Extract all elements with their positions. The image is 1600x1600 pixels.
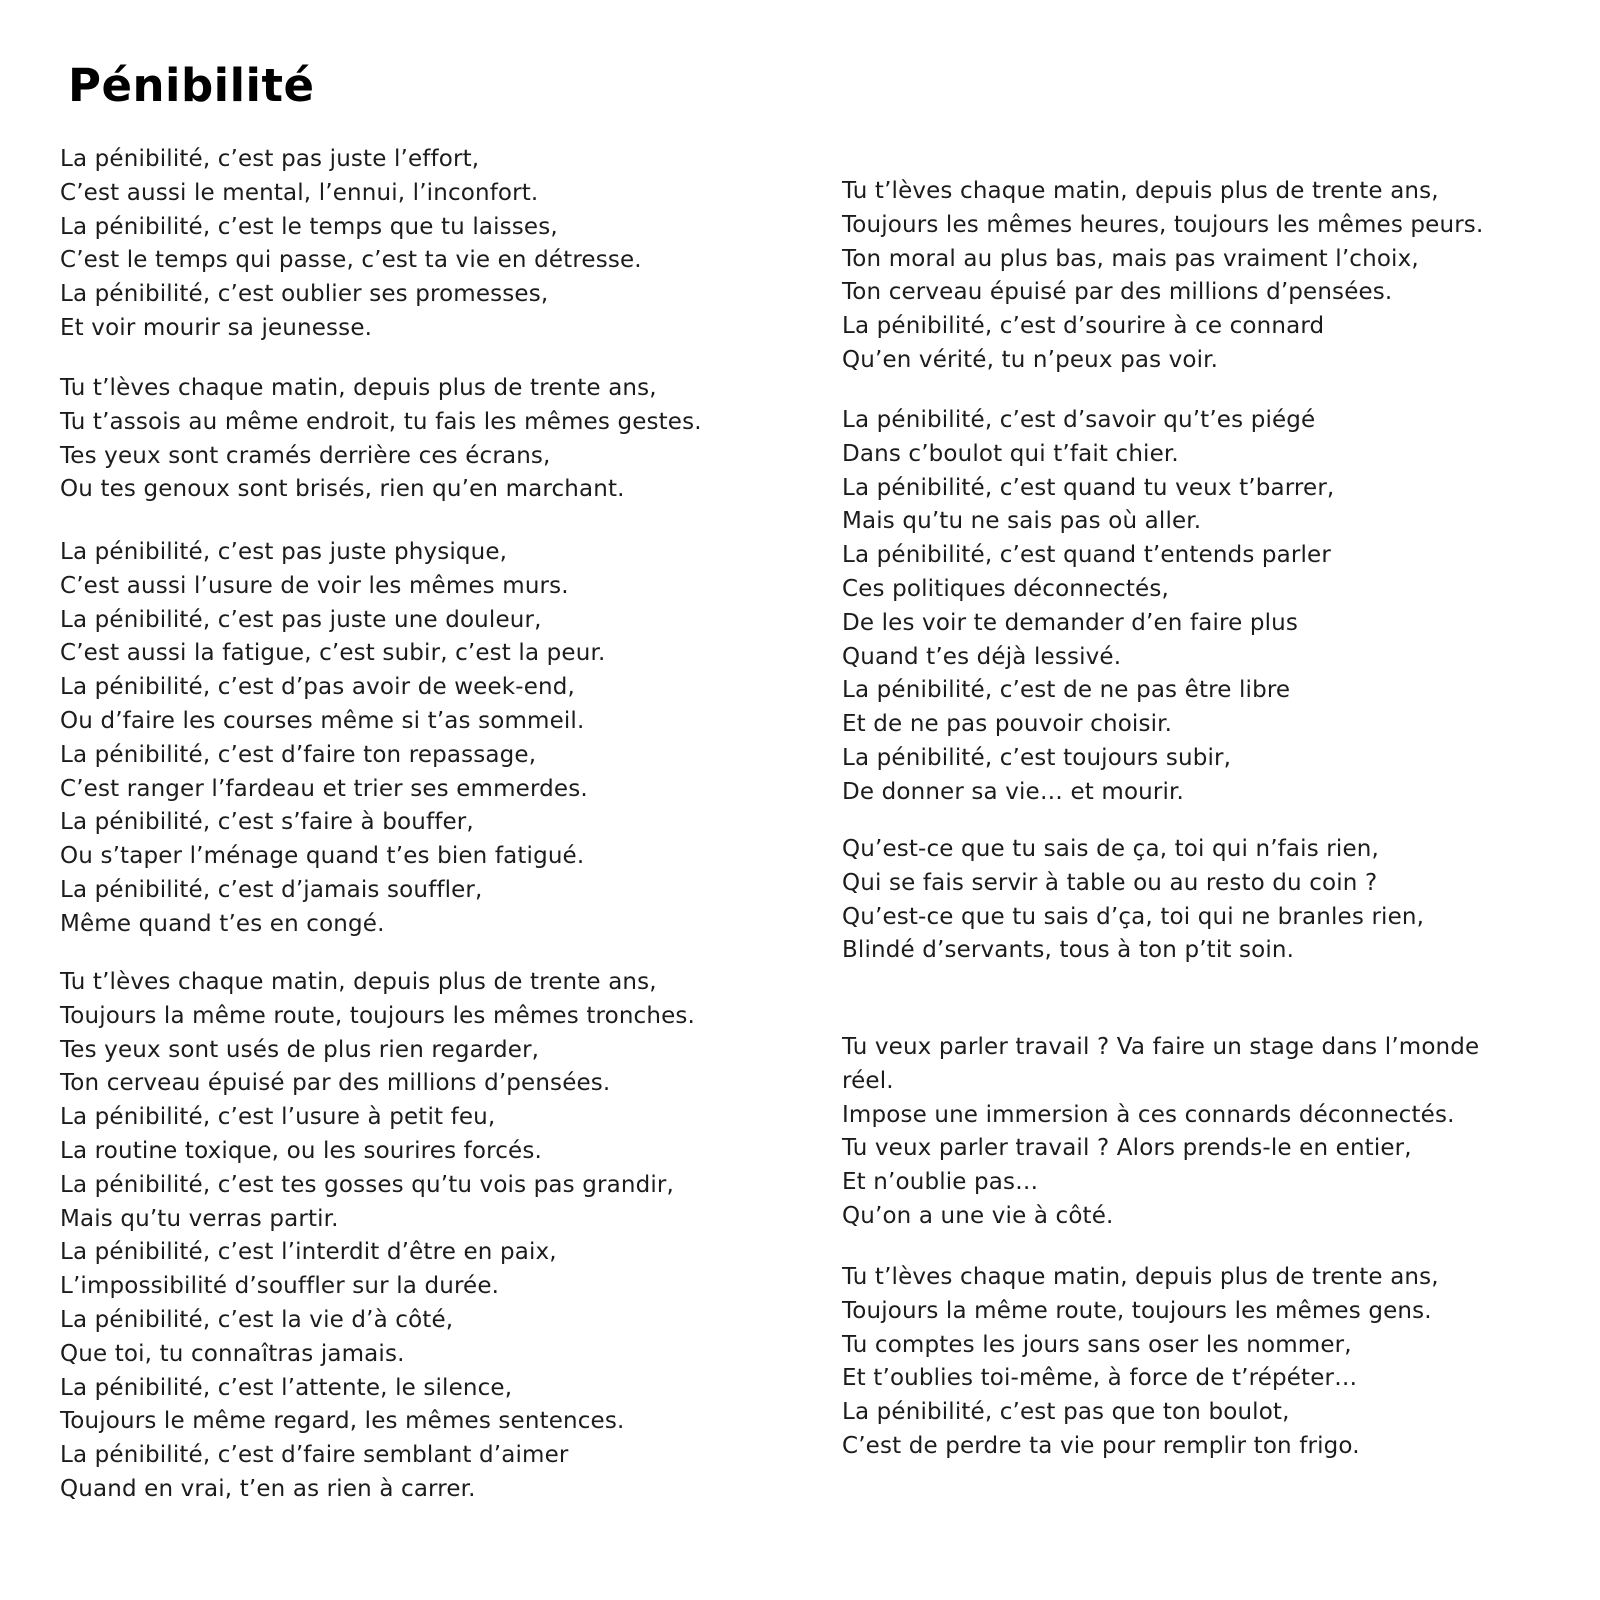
poem-line: Même quand t’es en congé. [60,910,385,937]
poem-line: La pénibilité, c’est quand t’entends parler [842,542,1331,569]
stanza [60,372,702,507]
poem-line: Qui se fais servir à table ou au resto du coin ? [842,869,1378,896]
poem-line: Tu veux parler travail ? Alors prends-le en entier, [842,1135,1412,1162]
poem-line: La pénibilité, c’est d’sourire à ce connard [842,313,1325,340]
poem-line: Tu comptes les jours sans oser les nommer, [842,1331,1352,1358]
poem-line: La pénibilité, c’est pas que ton boulot, [842,1399,1290,1426]
poem-line: La pénibilité, c’est s’faire à bouffer, [60,809,474,836]
poem-line: De les voir te demander d’en faire plus [842,609,1299,636]
poem-line: Toujours les mêmes heures, toujours les mêmes peurs. [842,211,1484,238]
poem-line: La pénibilité, c’est d’jamais souffler, [60,876,483,903]
poem-line: Toujours la même route, toujours les mêmes tronches. [60,1002,695,1029]
poem-line: Blindé d’servants, tous à ton p’tit soin. [842,937,1295,964]
poem-line: Qu’en vérité, tu n’peux pas voir. [842,346,1219,373]
poem-line: C’est de perdre ta vie pour remplir ton frigo. [842,1432,1360,1459]
stanza [60,536,605,942]
poem-line: L’impossibilité d’souffler sur la durée. [60,1273,500,1300]
poem-line: Quand en vrai, t’en as rien à carrer. [60,1475,476,1502]
poem-line: La pénibilité, c’est toujours subir, [842,744,1232,771]
poem-line: C’est le temps qui passe, c’est ta vie en détresse. [60,247,642,274]
poem-line: C’est aussi le mental, l’ennui, l’inconfort. [60,179,539,206]
poem-line: Ton cerveau épuisé par des millions d’pensées. [60,1070,611,1097]
poem-line: La pénibilité, c’est l’usure à petit feu, [60,1104,496,1131]
poem-line: Ton moral au plus bas, mais pas vraiment l’choix, [842,245,1419,272]
poem-line: La pénibilité, c’est quand tu veux t’barrer, [842,474,1335,501]
poem-line: La pénibilité, c’est l’interdit d’être en paix, [60,1239,557,1266]
poem-line: La routine toxique, ou les sourires forcés. [60,1137,542,1164]
poem-line: De donner sa vie… et mourir. [842,778,1185,805]
poem-line: Ou tes genoux sont brisés, rien qu’en marchant. [60,476,625,503]
page-title: Pénibilité [68,59,315,112]
stanza [60,966,695,1507]
poem-line: Tu veux parler travail ? Va faire un stage dans l’monde réel. [842,1034,1480,1094]
poem-line: Tu t’lèves chaque matin, depuis plus de trente ans, [60,375,657,401]
poem-line: Ou s’taper l’ménage quand t’es bien fatigué. [60,843,585,870]
poem-line: Et voir mourir sa jeunesse. [60,314,373,341]
stanza [60,143,642,346]
poem-line: Dans c’boulot qui t’fait chier. [842,440,1179,467]
poem-line: Ton cerveau épuisé par des millions d’pensées. [842,279,1393,306]
poem-line: La pénibilité, c’est d’faire ton repassage, [60,741,537,768]
poem-line: Que toi, tu connaîtras jamais. [60,1340,405,1367]
poem-line: Tu t’assois au même endroit, tu fais les mêmes gestes. [60,408,702,435]
poem-line: Tes yeux sont cramés derrière ces écrans, [60,442,551,469]
poem-line: Tu t’lèves chaque matin, depuis plus de trente ans, [842,1264,1439,1290]
poem-line: La pénibilité, c’est le temps que tu laisses, [60,213,558,240]
poem-line: Tu t’lèves chaque matin, depuis plus de trente ans, [842,178,1439,204]
poem-line: Toujours le même regard, les mêmes sentences. [60,1408,625,1435]
poem-line: Et n’oublie pas… [842,1169,1039,1196]
poem-line: La pénibilité, c’est d’pas avoir de week-end, [60,674,575,701]
poem-line: La pénibilité, c’est d’faire semblant d’aimer [60,1442,569,1469]
stanza [842,1031,1532,1234]
poem-line: La pénibilité, c’est pas juste l’effort, [60,146,480,172]
stanza [842,1261,1439,1464]
poem-line: Mais qu’tu verras partir. [60,1205,339,1232]
poem-line: Qu’est-ce que tu sais de ça, toi qui n’fais rien, [842,836,1379,862]
poem-line: C’est aussi l’usure de voir les mêmes murs. [60,572,569,599]
poem-line: Ou d’faire les courses même si t’as sommeil. [60,707,585,734]
poem-line: C’est ranger l’fardeau et trier ses emmerdes. [60,775,588,802]
poem-line: La pénibilité, c’est la vie d’à côté, [60,1306,454,1333]
poem-line: La pénibilité, c’est l’attente, le silence, [60,1374,513,1401]
poem-line: Et t’oublies toi-même, à force de t’répéter… [842,1365,1358,1392]
poem-line: Qu’on a une vie à côté. [842,1202,1114,1229]
poem-line: La pénibilité, c’est oublier ses promesses, [60,281,549,308]
poem-line: La pénibilité, c’est pas juste une douleur, [60,606,542,633]
poem-line: Mais qu’tu ne sais pas où aller. [842,508,1202,535]
poem-line: La pénibilité, c’est d’savoir qu’t’es piégé [842,407,1316,433]
poem-line: Toujours la même route, toujours les mêmes gens. [842,1297,1432,1324]
stanza [842,833,1424,968]
poem-line: La pénibilité, c’est tes gosses qu’tu vois pas grandir, [60,1171,674,1198]
poem-line: Quand t’es déjà lessivé. [842,643,1122,670]
poem-line: La pénibilité, c’est pas juste physique, [60,539,508,565]
poem-line: Ces politiques déconnectés, [842,575,1169,602]
poem-line: La pénibilité, c’est de ne pas être libre [842,677,1291,704]
stanza [842,404,1334,810]
poem-line: Et de ne pas pouvoir choisir. [842,711,1173,738]
poem-line: Tes yeux sont usés de plus rien regarder, [60,1036,540,1063]
poem-line: Qu’est-ce que tu sais d’ça, toi qui ne branles rien, [842,903,1425,930]
poem-line: Tu t’lèves chaque matin, depuis plus de trente ans, [60,969,657,995]
poem-line: Impose une immersion à ces connards déconnectés. [842,1101,1455,1128]
stanza [842,175,1483,378]
poem-line: C’est aussi la fatigue, c’est subir, c’est la peur. [60,640,606,667]
